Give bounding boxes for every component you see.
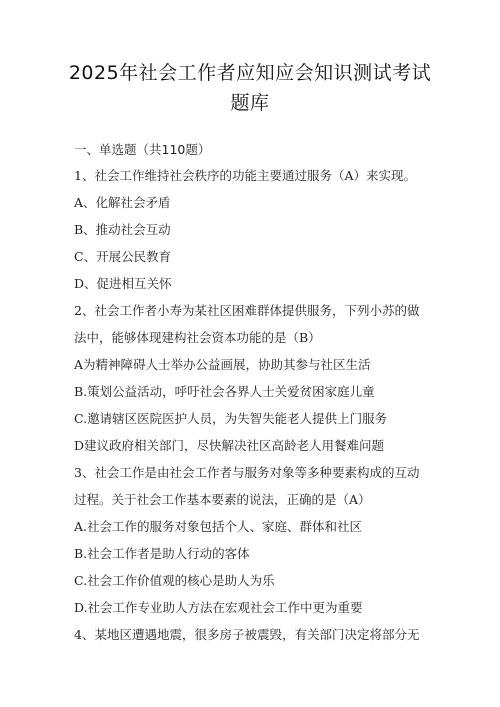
title-line-2: 题库 [230, 92, 270, 114]
question-1-option-d: D、促进相互关怀 [74, 276, 172, 291]
question-2-option-c: C.邀请辖区医院医护人员，为失智失能老人提供上门服务 [74, 411, 388, 426]
section-heading: 一、单选题（共110题） [74, 142, 211, 157]
question-3-text-line-1: 3、社会工作是由社会工作者与服务对象等多种要素构成的互动 [74, 465, 420, 480]
title-line-1: 2025年社会工作者应知应会知识测试考试 [68, 62, 432, 84]
question-3-option-a: A.社会工作的服务对象包括个人、家庭、群体和社区 [74, 519, 363, 534]
question-3-option-c: C.社会工作价值观的核心是助人为乐 [74, 573, 275, 588]
question-3-option-d: D.社会工作专业助人方法在宏观社会工作中更为重要 [74, 600, 363, 615]
question-1-option-a: A、化解社会矛盾 [74, 195, 171, 210]
question-3-text-line-2: 过程。关于社会工作基本要素的说法，正确的是（A） [74, 492, 371, 507]
question-2-option-a: A为精神障碍人士举办公益画展，协助其参与社区生活 [74, 357, 371, 372]
question-1-option-b: B、推动社会互动 [74, 222, 171, 237]
question-1-option-c: C、开展公民教育 [74, 249, 172, 264]
question-3-option-b: B.社会工作者是助人行动的客体 [74, 546, 250, 561]
question-4-text-line-1: 4、某地区遭遇地震，很多房子被震毁，有关部门决定将部分无 [74, 627, 420, 642]
question-1-text: 1、社会工作维持社会秩序的功能主要通过服务（A）来实现。 [74, 168, 416, 183]
question-2-text-line-1: 2、社会工作者小寿为某社区困难群体提供服务，下列小苏的做 [74, 303, 420, 318]
question-2-option-d: D建议政府相关部门，尽快解决社区高龄老人用餐难问题 [74, 438, 385, 453]
question-2-option-b: B.策划公益活动，呼吁社会各界人士关爱贫困家庭儿童 [74, 384, 375, 399]
question-2-text-line-2: 法中，能够体现建构社会资本功能的是（B） [74, 330, 321, 345]
document-title [60, 58, 440, 118]
